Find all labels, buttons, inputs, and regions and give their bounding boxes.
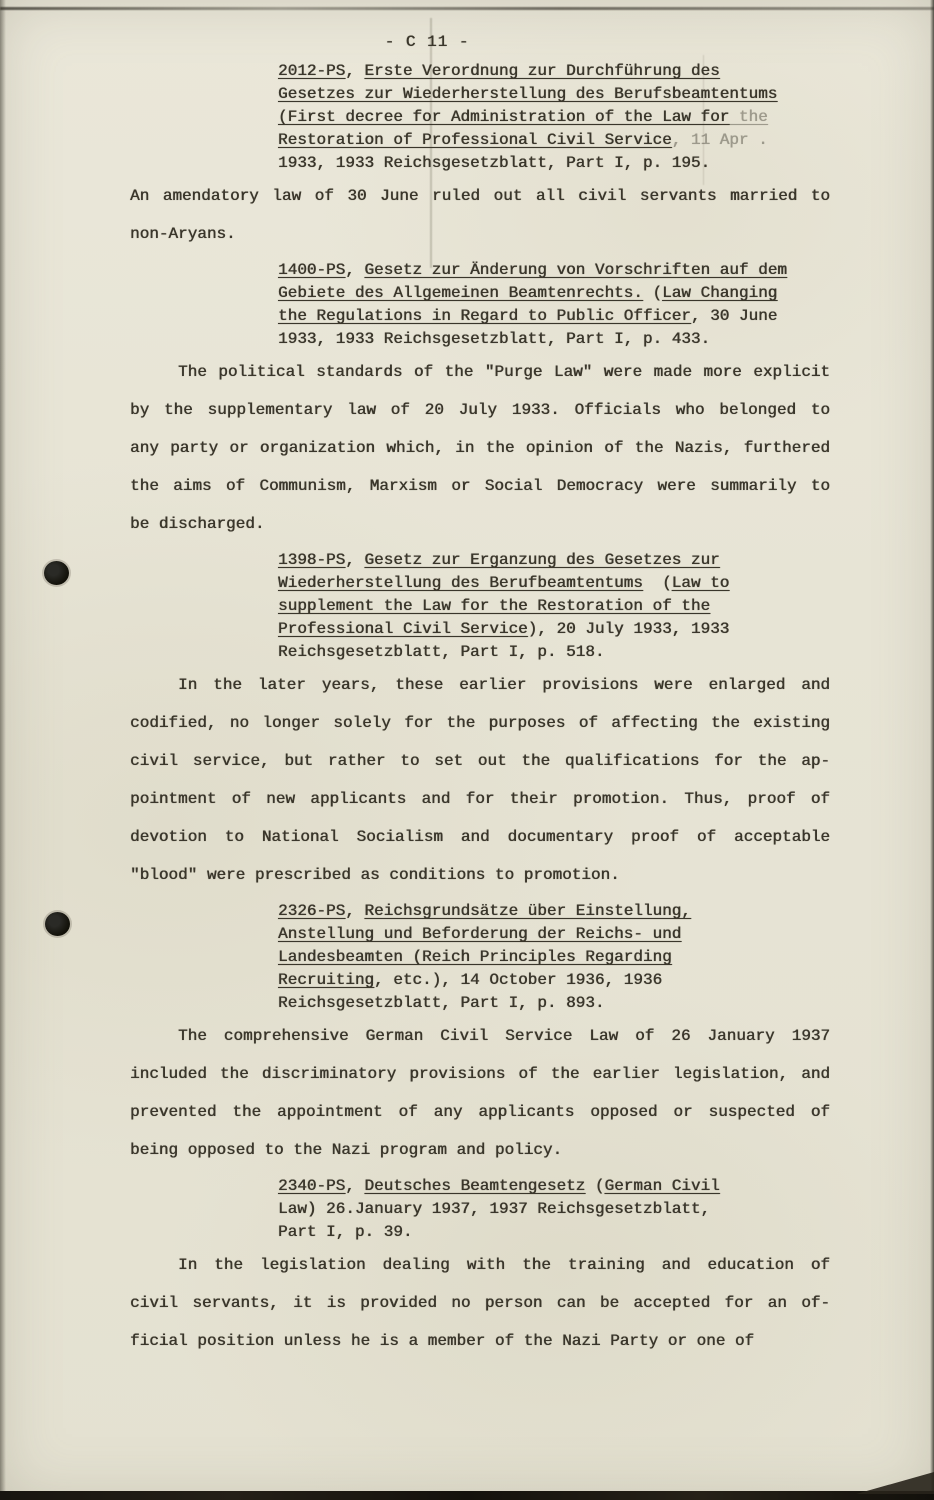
citation-line [278, 259, 830, 282]
text-segment: 2326-PS [278, 902, 346, 920]
text-segment: 2012-PS [278, 62, 346, 80]
document-body [130, 60, 830, 1360]
paragraph [130, 353, 830, 543]
text-segment: 1400-PS [278, 261, 346, 279]
text-segment: Law Changing [662, 284, 778, 302]
paragraph [130, 1017, 830, 1169]
citation-line [278, 106, 830, 129]
paragraph-line: be discharged. [130, 515, 265, 533]
text-segment: ( [585, 1177, 605, 1195]
citation-2012-PS [278, 60, 830, 175]
text-segment: Law to [671, 574, 730, 592]
citation-line [278, 969, 830, 992]
text-segment: , [345, 261, 365, 279]
text-segment: (First decree for Administration of the Law for [278, 108, 730, 126]
paragraph-line: included the discriminatory provisions of the earlier legislation, and [130, 1065, 830, 1083]
page-number: - C 11 - [384, 33, 470, 51]
paragraph-line: ficial position unless he is a member of the Nazi Party or one of [130, 1332, 755, 1350]
paragraph-line: An amendatory law of 30 June ruled out all civil servants married to [130, 187, 830, 205]
text-segment: Anstellung und Beforderung der Reichs- und [278, 925, 682, 943]
text-segment: supplement the Law for the Restoration of the [278, 597, 711, 615]
citation-line [278, 60, 830, 83]
text-segment: , 11 Apr . [671, 131, 768, 149]
text-segment: Reichsgrundsätze über Einstellung, [364, 902, 691, 920]
text-segment: , 30 June [690, 307, 778, 325]
paragraph-line: The political standards of the "Purge Law" were made more explicit [178, 363, 830, 381]
paragraph-line: pointment of new applicants and for their promotion. Thus, proof of [130, 790, 830, 808]
text-segment: the Regulations in Regard to Public Officer [278, 307, 691, 325]
citation-line [278, 328, 830, 351]
paragraph-line: The comprehensive German Civil Service Law of 26 January 1937 [178, 1027, 830, 1045]
text-segment: Gebiete des Allgemeinen Beamtenrechts. [278, 284, 643, 302]
text-segment: German Civil [604, 1177, 720, 1195]
text-segment: Deutsches Beamtengesetz [364, 1177, 586, 1195]
paragraph [130, 177, 830, 253]
text-segment: ( [642, 284, 663, 302]
text-segment: Gesetz zur Änderung von Vorschriften auf dem [364, 261, 787, 279]
citation-line [278, 1221, 830, 1244]
citation-1398-PS [278, 549, 830, 664]
paragraph-line: devotion to National Socialism and documentary proof of acceptable [130, 828, 830, 846]
text-segment: Part I, p. 39. [278, 1223, 413, 1241]
text-segment: 1933, 1933 Reichsgesetzblatt, Part I, p. 195. [278, 154, 711, 172]
citation-line [278, 129, 830, 152]
paragraph-line: In the legislation dealing with the training and education of [178, 1256, 830, 1274]
citation-2340-PS [278, 1175, 830, 1244]
text-segment: Restoration of Professional Civil Service [278, 131, 672, 149]
citation-line [278, 305, 830, 328]
text-segment: Erste Verordnung zur Durchführung des [364, 62, 720, 80]
citation-line [278, 923, 830, 946]
text-segment: 1933, 1933 Reichsgesetzblatt, Part I, p. 433. [278, 330, 711, 348]
text-segment: ( [642, 574, 672, 592]
text-segment: , [345, 551, 365, 569]
text-segment: ), 20 July 1933, 1933 [527, 620, 730, 638]
text-segment: Wiederherstellung des Berufbeamtentums [278, 574, 643, 592]
citation-line [278, 900, 830, 923]
citation-line [278, 1198, 830, 1221]
text-segment: Recruiting [278, 971, 375, 989]
paragraph-line: by the supplementary law of 20 July 1933. Officials who belonged to [130, 401, 830, 419]
paragraph-line: the aims of Communism, Marxism or Social Democracy were summarily to [130, 477, 830, 495]
citation-line [278, 641, 830, 664]
citation-line [278, 83, 830, 106]
text-segment: Reichsgesetzblatt, Part I, p. 518. [278, 643, 605, 661]
text-segment: Gesetzes zur Wiederherstellung des Berufsbeamtentums [278, 85, 778, 103]
text-segment: , [345, 902, 365, 920]
text-segment: Gesetz zur Erganzung des Gesetzes zur [364, 551, 720, 569]
citation-line [278, 572, 830, 595]
paragraph-line: non-Aryans. [130, 225, 236, 243]
paragraph-line: civil servants, it is provided no person can be accepted for an of- [130, 1294, 830, 1312]
citation-line [278, 1175, 830, 1198]
citation-line [278, 992, 830, 1015]
citation-2326-PS [278, 900, 830, 1015]
text-segment: , etc.), 14 October 1936, 1936 [374, 971, 663, 989]
text-segment: Professional Civil Service [278, 620, 528, 638]
citation-line [278, 595, 830, 618]
paragraph-line: any party or organization which, in the opinion of the Nazis, furthered [130, 439, 830, 457]
text-segment: Law) 26.January 1937, 1937 Reichsgesetzblatt, [278, 1200, 711, 1218]
paragraph-line: prevented the appointment of any applicants opposed or suspected of [130, 1103, 830, 1121]
citation-1400-PS [278, 259, 830, 351]
citation-line [278, 618, 830, 641]
text-segment: 2340-PS [278, 1177, 346, 1195]
paragraph [130, 1246, 830, 1360]
text-segment: 1398-PS [278, 551, 346, 569]
citation-line [278, 152, 830, 175]
text-segment: the [729, 108, 768, 126]
text-segment: , [345, 62, 365, 80]
paragraph-line: In the later years, these earlier provisions were enlarged and [178, 676, 830, 694]
paragraph [130, 666, 830, 894]
citation-line [278, 549, 830, 572]
text-segment: Reichsgesetzblatt, Part I, p. 893. [278, 994, 605, 1012]
text-segment: , [345, 1177, 365, 1195]
paragraph-line: being opposed to the Nazi program and policy. [130, 1141, 563, 1159]
citation-line [278, 946, 830, 969]
citation-line [278, 282, 830, 305]
paragraph-line: codified, no longer solely for the purposes of affecting the existing [130, 714, 830, 732]
paragraph-line: civil service, but rather to set out the qualifications for the ap- [130, 752, 830, 770]
paragraph-line: "blood" were prescribed as conditions to promotion. [130, 866, 620, 884]
text-segment: Landesbeamten (Reich Principles Regarding [278, 948, 672, 966]
